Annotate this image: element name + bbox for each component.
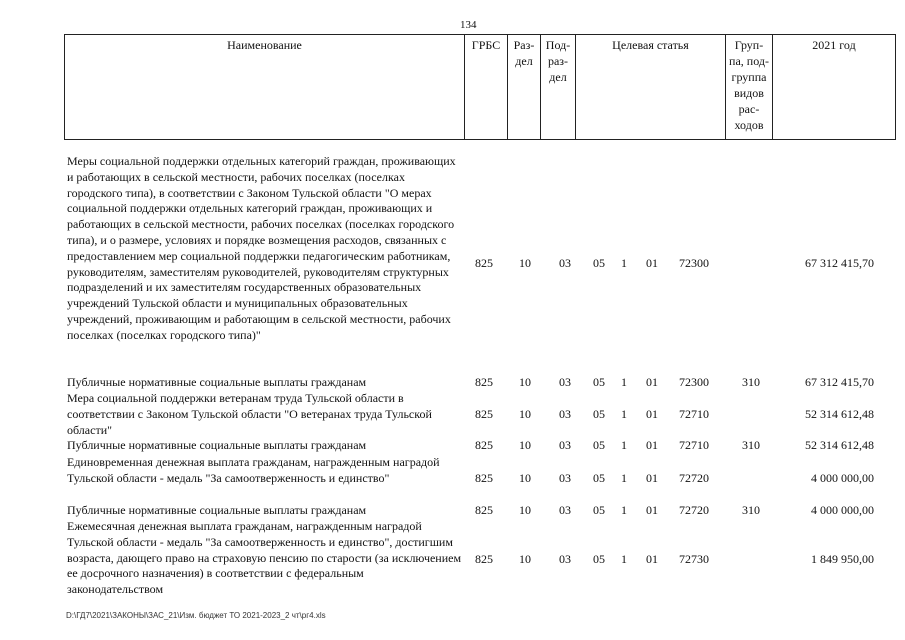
row-target-4: 72730 (679, 552, 709, 566)
row-razdel: 10 (519, 256, 531, 270)
row-target-2: 1 (621, 407, 627, 421)
row-grbs: 825 (475, 552, 493, 566)
row-target-4: 72300 (679, 375, 709, 389)
header-name: Наименование (65, 35, 465, 140)
row-grbs: 825 (475, 407, 493, 421)
header-year: 2021 год (773, 35, 896, 140)
header-group: Груп- па, под- группа видов рас- ходов (726, 35, 773, 140)
row-razdel: 10 (519, 503, 531, 517)
row-amount: 1 849 950,00 (811, 552, 874, 566)
row-target-4: 72720 (679, 503, 709, 517)
row-podrazdel: 03 (559, 503, 571, 517)
row-podrazdel: 03 (559, 375, 571, 389)
row-razdel: 10 (519, 407, 531, 421)
row-group: 310 (742, 375, 760, 389)
row-target-3: 01 (646, 256, 658, 270)
row-target-1: 05 (593, 256, 605, 270)
row-name: Публичные нормативные социальные выплаты гражданам (67, 375, 367, 389)
row-razdel: 10 (519, 552, 531, 566)
row-podrazdel: 03 (559, 552, 571, 566)
row-amount: 67 312 415,70 (805, 256, 874, 270)
row-razdel: 10 (519, 471, 531, 485)
row-grbs: 825 (475, 256, 493, 270)
row-target-1: 05 (593, 407, 605, 421)
row-target-3: 01 (646, 471, 658, 485)
row-target-4: 72300 (679, 256, 709, 270)
row-target-3: 01 (646, 552, 658, 566)
row-name: Ежемесячная денежная выплата гражданам, награжденным наградой Тульской области - медаль "За самоотверженность и единство", достигшим возраста, дающего право на страховую пенсию по старости (за исключением ее досрочного назначения) в соответствии с федеральным законодательством (67, 519, 462, 597)
row-name: Меры социальной поддержки отдельных категорий граждан, проживающих и работающих в сельской местности, рабочих поселках (поселках городского типа), в соответствии с Законом Тульской области "О мерах социальной поддержки отдельных категорий граждан, проживающих и работающих в сельской местности, рабочих поселках (поселках городского типа), и о размере, условиях и порядке возмещения расходов, связанных с предоставлением мер социальной поддержки педагогическим работникам, руководителям, заместителям руководителей, руководителям структурных подразделений и их заместителям государственных образовательных учреждений Тульской области и муниципальных образовательных учреждений, проживающим и работающим в сельской местности, рабочих поселках (поселках городского типа)" (67, 154, 456, 342)
row-grbs: 825 (475, 375, 493, 389)
header-bottom-line (65, 139, 896, 140)
header-grbs: ГРБС (465, 35, 508, 140)
row-podrazdel: 03 (559, 407, 571, 421)
row-target-1: 05 (593, 471, 605, 485)
row-target-3: 01 (646, 407, 658, 421)
row-target-1: 05 (593, 438, 605, 452)
row-razdel: 10 (519, 438, 531, 452)
row-podrazdel: 03 (559, 256, 571, 270)
row-target-4: 72710 (679, 407, 709, 421)
file-path-footer: D:\ГД7\2021\ЗАКОНЫ\ЗАС_21\Изм. бюджет ТО 2021-2023_2 чт\рг4.xls (66, 611, 326, 620)
row-amount: 67 312 415,70 (805, 375, 874, 389)
header-target: Целевая статья (576, 35, 726, 140)
row-grbs: 825 (475, 503, 493, 517)
row-podrazdel: 03 (559, 438, 571, 452)
row-podrazdel: 03 (559, 471, 571, 485)
row-amount: 52 314 612,48 (805, 438, 874, 452)
row-target-2: 1 (621, 471, 627, 485)
row-target-2: 1 (621, 375, 627, 389)
row-target-2: 1 (621, 256, 627, 270)
table-header (64, 34, 896, 140)
page-number: 134 (460, 19, 477, 31)
row-grbs: 825 (475, 471, 493, 485)
row-target-3: 01 (646, 375, 658, 389)
header-razdel: Раз- дел (508, 35, 541, 140)
row-target-1: 05 (593, 503, 605, 517)
row-target-2: 1 (621, 438, 627, 452)
row-group: 310 (742, 503, 760, 517)
row-amount: 4 000 000,00 (811, 503, 874, 517)
row-name: Единовременная денежная выплата гражданам, награжденным наградой Тульской области - медаль "За самоотверженность и единство" (67, 455, 440, 485)
row-name: Публичные нормативные социальные выплаты гражданам (67, 503, 367, 517)
row-target-3: 01 (646, 503, 658, 517)
row-target-2: 1 (621, 503, 627, 517)
row-target-4: 72720 (679, 471, 709, 485)
row-amount: 52 314 612,48 (805, 407, 874, 421)
row-grbs: 825 (475, 438, 493, 452)
header-podrazdel: Под- раз- дел (541, 35, 576, 140)
row-target-4: 72710 (679, 438, 709, 452)
row-target-2: 1 (621, 552, 627, 566)
row-name: Публичные нормативные социальные выплаты гражданам (67, 438, 367, 452)
row-amount: 4 000 000,00 (811, 471, 874, 485)
row-target-1: 05 (593, 375, 605, 389)
row-group: 310 (742, 438, 760, 452)
row-razdel: 10 (519, 375, 531, 389)
row-target-1: 05 (593, 552, 605, 566)
row-target-3: 01 (646, 438, 658, 452)
row-name: Мера социальной поддержки ветеранам труда Тульской области в соответствии с Законом Тульской области "О ветеранах труда Тульской области" (67, 391, 432, 437)
